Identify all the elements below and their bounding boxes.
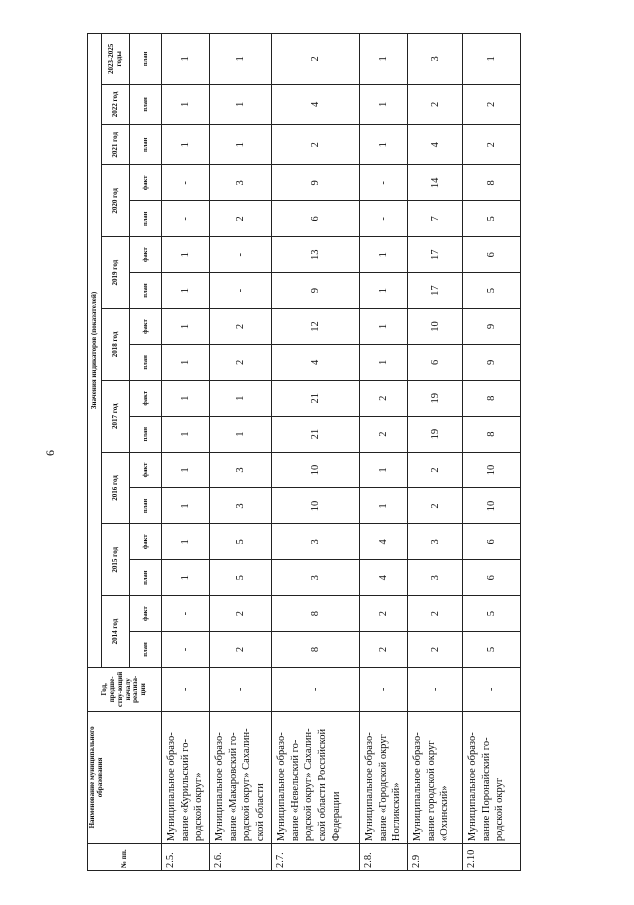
indicator-value: 2 <box>408 596 463 632</box>
preceding-year-value: - <box>210 667 272 711</box>
indicator-value: 1 <box>162 125 210 165</box>
municipality-name: Муниципальное образо-вание «Макаровский го-родской округ» Сахалин-ской области <box>210 711 272 843</box>
indicator-value: 8 <box>272 596 360 632</box>
indicator-value: 1 <box>162 524 210 560</box>
header-plan: план <box>130 34 162 85</box>
indicator-value: 4 <box>408 125 463 165</box>
header-year-2022: 2022 год <box>102 84 130 124</box>
municipality-name: Муниципальное образо-вание Поронайский го-родской округ <box>463 711 521 843</box>
municipality-name: Муниципальное образо-вание «Невельский го-родской округ» Сахалин-ской области Российской Федерации <box>272 711 360 843</box>
indicator-value: 1 <box>360 452 408 488</box>
page-number: 6 <box>43 450 57 456</box>
indicator-value: 1 <box>162 452 210 488</box>
indicator-value: 14 <box>408 165 463 201</box>
indicator-value: 1 <box>162 488 210 524</box>
indicator-value: 2 <box>360 596 408 632</box>
indicator-value: 9 <box>272 165 360 201</box>
indicator-value: 9 <box>463 344 521 380</box>
indicator-value: 1 <box>360 344 408 380</box>
rotated-table-wrapper <box>87 33 572 871</box>
header-plan: план <box>130 201 162 237</box>
header-plan: план <box>130 632 162 668</box>
indicator-value: 21 <box>272 416 360 452</box>
indicator-value: 10 <box>463 452 521 488</box>
header-plan: план <box>130 273 162 309</box>
indicator-value: 4 <box>360 560 408 596</box>
indicator-value: 1 <box>360 34 408 85</box>
indicator-value: 13 <box>272 237 360 273</box>
indicator-value: 1 <box>162 237 210 273</box>
indicator-value: 12 <box>272 309 360 345</box>
indicator-value: 3 <box>408 524 463 560</box>
header-plan: план <box>130 344 162 380</box>
preceding-year-value: - <box>408 667 463 711</box>
indicator-value: 10 <box>463 488 521 524</box>
municipality-name: Муниципальное образо-вание городской округ «Охинский» <box>408 711 463 843</box>
indicator-value: 1 <box>162 309 210 345</box>
header-fact: факт <box>130 524 162 560</box>
indicator-value: 5 <box>463 201 521 237</box>
table-row <box>463 34 521 871</box>
header-year-2014: 2014 год <box>102 596 130 668</box>
indicators-table <box>87 33 521 871</box>
header-year-2017: 2017 год <box>102 380 130 452</box>
indicator-value: 9 <box>272 273 360 309</box>
header-fact: факт <box>130 237 162 273</box>
indicator-value: 1 <box>360 125 408 165</box>
indicator-value: 4 <box>272 344 360 380</box>
indicator-value: 1 <box>162 344 210 380</box>
indicator-value: 19 <box>408 416 463 452</box>
indicator-value: 6 <box>408 344 463 380</box>
indicator-value: 17 <box>408 273 463 309</box>
indicator-value: 3 <box>272 524 360 560</box>
indicator-value: 8 <box>463 380 521 416</box>
indicator-value: - <box>360 165 408 201</box>
indicator-value: 1 <box>360 237 408 273</box>
indicator-value: 2 <box>463 84 521 124</box>
municipality-name: Муниципальное образо-вание «Курильский го-родской округ» <box>162 711 210 843</box>
header-year-2019: 2019 год <box>102 237 130 309</box>
indicator-value: 2 <box>360 416 408 452</box>
indicator-value: 1 <box>210 34 272 85</box>
indicator-value: 2 <box>463 125 521 165</box>
indicator-value: 1 <box>360 84 408 124</box>
indicator-value: - <box>162 596 210 632</box>
header-number: № пп. <box>88 844 162 871</box>
indicator-value: 3 <box>272 560 360 596</box>
indicator-value: - <box>162 632 210 668</box>
indicator-value: 9 <box>463 309 521 345</box>
indicator-value: 4 <box>272 84 360 124</box>
indicator-value: 2 <box>210 344 272 380</box>
header-plan: план <box>130 488 162 524</box>
row-number: 2.7. <box>272 844 360 871</box>
header-fact: факт <box>130 165 162 201</box>
indicator-value: - <box>162 201 210 237</box>
indicator-value: 21 <box>272 380 360 416</box>
indicator-value: 10 <box>408 309 463 345</box>
header-preceding-year: Год, предше-ству-ющий началу реализа-ции <box>88 667 162 711</box>
indicator-value: 5 <box>463 632 521 668</box>
indicator-value: 1 <box>463 34 521 85</box>
indicator-value: 6 <box>463 237 521 273</box>
indicator-value: 1 <box>162 416 210 452</box>
indicator-value: 2 <box>210 632 272 668</box>
indicator-value: 2 <box>210 596 272 632</box>
preceding-year-value: - <box>272 667 360 711</box>
indicator-value: - <box>360 201 408 237</box>
header-fact: факт <box>130 309 162 345</box>
header-year-2021: 2021 год <box>102 125 130 165</box>
indicator-value: 4 <box>360 524 408 560</box>
row-number: 2.5. <box>162 844 210 871</box>
header-year-2015: 2015 год <box>102 524 130 596</box>
indicator-value: 1 <box>210 84 272 124</box>
header-year-2016: 2016 год <box>102 452 130 524</box>
row-number: 2.9 <box>408 844 463 871</box>
preceding-year-value: - <box>162 667 210 711</box>
indicator-value: 2 <box>360 632 408 668</box>
header-plan: план <box>130 125 162 165</box>
indicator-value: 3 <box>408 34 463 85</box>
header-fact: факт <box>130 596 162 632</box>
indicator-value: 7 <box>408 201 463 237</box>
indicator-value: 1 <box>162 380 210 416</box>
indicator-value: 1 <box>162 560 210 596</box>
indicator-value: 19 <box>408 380 463 416</box>
header-fact: факт <box>130 452 162 488</box>
indicator-value: 5 <box>463 596 521 632</box>
header-plan: план <box>130 84 162 124</box>
indicator-value: 8 <box>463 165 521 201</box>
indicator-value: 1 <box>210 416 272 452</box>
indicator-value: 2 <box>408 84 463 124</box>
indicator-value: 1 <box>210 125 272 165</box>
municipality-name: Муниципальное образо-вание «Городской округ Ногликский» <box>360 711 408 843</box>
preceding-year-value: - <box>360 667 408 711</box>
preceding-year-value: - <box>463 667 521 711</box>
row-number: 2.10 <box>463 844 521 871</box>
indicator-value: 1 <box>162 34 210 85</box>
indicator-value: 1 <box>162 273 210 309</box>
indicator-value: 2 <box>408 632 463 668</box>
row-number: 2.6. <box>210 844 272 871</box>
indicator-value: 5 <box>210 560 272 596</box>
table-row <box>408 34 463 871</box>
indicator-value: 2 <box>210 309 272 345</box>
header-year-2023-2025: 2023-2025 годы <box>102 34 130 85</box>
indicator-value: - <box>210 273 272 309</box>
header-plan: план <box>130 560 162 596</box>
indicator-value: 8 <box>272 632 360 668</box>
header-values-title: Значения индикаторов (показателей) <box>88 34 102 668</box>
indicator-value: 2 <box>408 488 463 524</box>
indicator-value: 2 <box>360 380 408 416</box>
indicator-value: 5 <box>210 524 272 560</box>
indicator-value: 6 <box>272 201 360 237</box>
table-row <box>210 34 272 871</box>
indicator-value: 1 <box>360 488 408 524</box>
indicator-value: 3 <box>210 165 272 201</box>
indicator-value: 3 <box>210 488 272 524</box>
table-row <box>162 34 210 871</box>
table-row <box>360 34 408 871</box>
indicator-value: 2 <box>210 201 272 237</box>
header-plan: план <box>130 416 162 452</box>
indicator-value: 5 <box>463 273 521 309</box>
indicator-value: 8 <box>463 416 521 452</box>
indicator-value: 10 <box>272 488 360 524</box>
indicator-value: 17 <box>408 237 463 273</box>
indicator-value: 10 <box>272 452 360 488</box>
indicator-value: 2 <box>408 452 463 488</box>
indicator-value: - <box>210 237 272 273</box>
header-year-2020: 2020 год <box>102 165 130 237</box>
header-year-2018: 2018 год <box>102 309 130 381</box>
row-number: 2.8. <box>360 844 408 871</box>
indicator-value: 1 <box>162 84 210 124</box>
header-municipality: Наименование муниципального образования <box>88 711 162 843</box>
indicator-value: 6 <box>463 560 521 596</box>
indicator-value: 6 <box>463 524 521 560</box>
indicator-value: 3 <box>210 452 272 488</box>
indicator-value: 1 <box>360 273 408 309</box>
table-row <box>272 34 360 871</box>
indicator-value: 3 <box>408 560 463 596</box>
indicator-value: 1 <box>210 380 272 416</box>
indicator-value: 1 <box>360 309 408 345</box>
indicator-value: 2 <box>272 34 360 85</box>
indicator-value: 2 <box>272 125 360 165</box>
indicator-value: - <box>162 165 210 201</box>
header-fact: факт <box>130 380 162 416</box>
